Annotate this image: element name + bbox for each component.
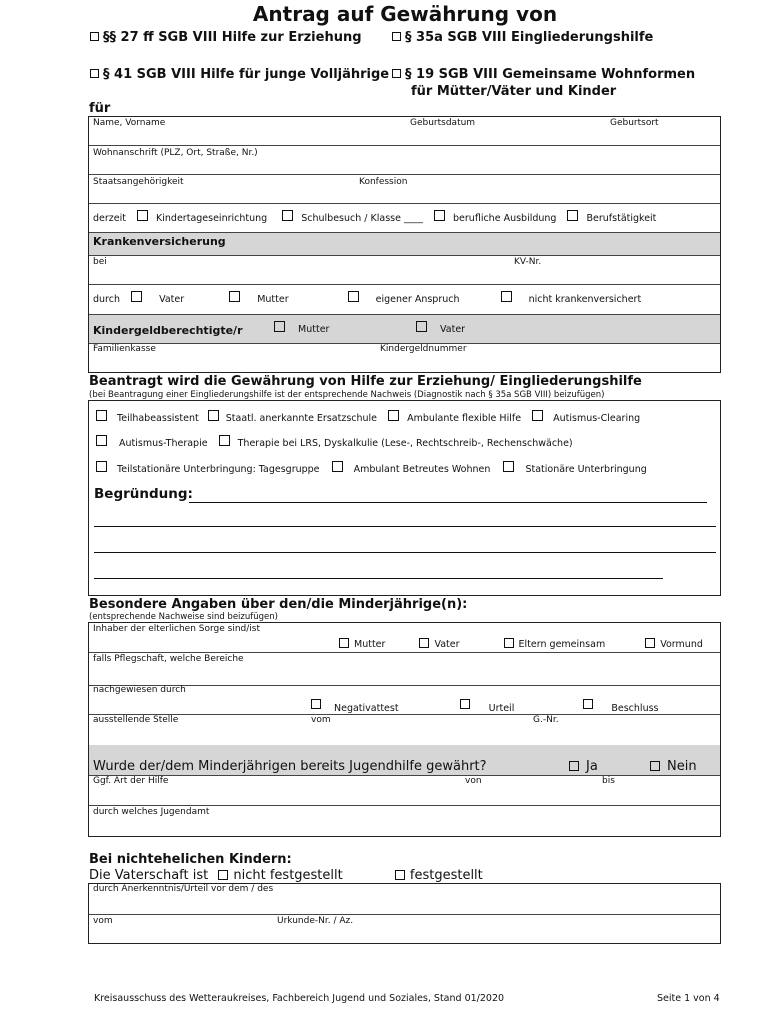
ersatzschule-label: Staatl. anerkannte Ersatzschule — [225, 413, 378, 424]
option-label: §§ 27 ff SGB VIII Hilfe zur Erziehung — [103, 30, 362, 45]
checkbox-sorge-vater[interactable] — [419, 638, 429, 648]
geburtsdatum-label: Geburtsdatum — [410, 118, 476, 128]
nicht-festgestellt-label: nicht festgestellt — [233, 868, 343, 883]
checkbox-festgestellt[interactable] — [395, 870, 405, 880]
festgestellt-label: festgestellt — [409, 868, 483, 883]
sorge-mutter-label: Mutter — [354, 639, 386, 650]
durch-label: durch — [93, 294, 120, 305]
divider — [89, 145, 720, 146]
checkbox-teilstationaer[interactable] — [96, 461, 107, 472]
anerkenntnis-label: durch Anerkenntnis/Urteil vor dem / des — [93, 884, 274, 894]
beantragt-subtitle: (bei Beantragung einer Eingliederungshilfe ist der entsprechende Nachweis (Diagnostik nach § 35a SGB VIII) beizufügen) — [89, 390, 605, 400]
vaterschaft-vom-label: vom — [93, 916, 113, 926]
art-der-hilfe-label: Ggf. Art der Hilfe — [93, 776, 169, 786]
checkbox-autismus-therapie[interactable] — [96, 435, 107, 446]
krankenversicherung-title: Krankenversicherung — [93, 235, 226, 248]
divider — [89, 203, 720, 204]
staatsangehoerigkeit-label: Staatsangehörigkeit — [93, 177, 184, 187]
jugendamt-label: durch welches Jugendamt — [93, 807, 210, 817]
jugendhilfe-question-band — [89, 745, 720, 775]
kv-vater-label: Vater — [159, 294, 185, 305]
urteil-label: Urteil — [488, 703, 515, 714]
fuer-label: für — [89, 101, 111, 116]
person-box — [88, 116, 721, 373]
teilhabe-label: Teilhabeassistent — [117, 413, 199, 424]
kv-nicht-label: nicht krankenversichert — [528, 294, 642, 305]
von-label: von — [465, 776, 482, 786]
page-title: Antrag auf Gewährung von — [252, 2, 558, 26]
hilfe-row-1 — [96, 410, 640, 424]
ambulant-flexibel-label: Ambulante flexible Hilfe — [407, 413, 522, 424]
geburtsort-label: Geburtsort — [610, 118, 659, 128]
checkbox-stationaer[interactable] — [503, 461, 514, 472]
footer-page-number: Seite 1 von 4 — [657, 993, 720, 1004]
beschluss-label: Beschluss — [611, 703, 659, 714]
jugendhilfe-question: Wurde der/dem Minderjährigen bereits Jugendhilfe gewährt? — [93, 759, 487, 774]
kindergeld-header — [89, 315, 720, 343]
checkbox-jugendhilfe-ja[interactable] — [569, 761, 579, 771]
gnr-label: G.-Nr. — [533, 715, 559, 725]
begruendung-line-1[interactable] — [189, 502, 707, 503]
kindergeldnummer-label: Kindergeldnummer — [380, 344, 467, 354]
sorge-vormund-label: Vormund — [660, 639, 703, 650]
nichtehelich-title: Bei nichtehelichen Kindern: — [89, 852, 292, 867]
checkbox-kv-mutter[interactable] — [229, 291, 240, 302]
teilstationaer-label: Teilstationäre Unterbringung: Tagesgruppe — [117, 464, 320, 475]
divider — [89, 805, 720, 806]
checkbox-sorge-mutter[interactable] — [339, 638, 349, 648]
hilfe-box — [88, 400, 721, 596]
divider — [89, 255, 720, 256]
checkbox-ausbildung[interactable] — [434, 210, 445, 221]
kvnr-label: KV-Nr. — [514, 257, 542, 267]
checkbox-jugendhilfe-nein[interactable] — [650, 761, 660, 771]
beantragt-title: Beantragt wird die Gewährung von Hilfe zur Erziehung/ Eingliederungshilfe — [89, 374, 642, 389]
kv-mutter-label: Mutter — [257, 294, 289, 305]
kg-vater-label: Vater — [440, 324, 466, 335]
divider — [89, 914, 720, 915]
checkbox-beschluss[interactable] — [583, 699, 593, 709]
option-junge-volljaehrige[interactable] — [90, 67, 389, 82]
footer-left: Kreisausschuss des Wetteraukreises, Fachbereich Jugend und Soziales, Stand 01/2020 — [94, 993, 505, 1004]
besondere-box — [88, 622, 721, 837]
sorge-vater-label: Vater — [434, 639, 460, 650]
checkbox-lrs[interactable] — [219, 435, 230, 446]
lrs-label: Therapie bei LRS, Dyskalkulie (Lese-, Rechtschreib-, Rechenschwäche) — [237, 438, 573, 449]
checkbox-icon[interactable] — [392, 69, 401, 78]
kita-label: Kindertageseinrichtung — [156, 213, 268, 224]
begruendung-line-3[interactable] — [94, 552, 716, 553]
pflegschaft-label: falls Pflegschaft, welche Bereiche — [93, 654, 244, 664]
checkbox-autismus-clearing[interactable] — [532, 410, 543, 421]
checkbox-schule[interactable] — [282, 210, 293, 221]
krankenversicherung-header — [89, 233, 720, 255]
hilfe-row-2 — [96, 435, 573, 449]
versicherung-durch-row — [93, 291, 641, 305]
checkbox-sorge-vormund[interactable] — [645, 638, 655, 648]
checkbox-kita[interactable] — [137, 210, 148, 221]
kindergeld-mutter-option[interactable] — [274, 321, 329, 335]
jugendhilfe-ja-option[interactable] — [569, 759, 598, 774]
option-label: § 19 SGB VIII Gemeinsame Wohnformen — [405, 67, 696, 82]
stelle-vom-label: vom — [311, 715, 331, 725]
schule-label: Schulbesuch / Klasse ____ — [301, 213, 423, 224]
kv-eigener-label: eigener Anspruch — [375, 294, 460, 305]
option-gemeinsame-wohnformen-line2: für Mütter/Väter und Kinder — [411, 84, 617, 99]
sorge-eltern-label: Eltern gemeinsam — [518, 639, 606, 650]
ja-label: Ja — [586, 759, 598, 774]
ausbildung-label: berufliche Ausbildung — [453, 213, 557, 224]
besondere-title: Besondere Angaben über den/die Minderjährige(n): — [89, 597, 468, 612]
checkbox-ambulant-flexibel[interactable] — [388, 410, 399, 421]
checkbox-teilhabe[interactable] — [96, 410, 107, 421]
checkbox-kv-vater[interactable] — [131, 291, 142, 302]
divider — [89, 652, 720, 653]
nachweis-row — [311, 699, 659, 714]
nein-label: Nein — [667, 759, 697, 774]
begruendung-line-2[interactable] — [94, 526, 716, 527]
kg-mutter-label: Mutter — [298, 324, 330, 335]
checkbox-negativattest[interactable] — [311, 699, 321, 709]
option-eingliederungshilfe[interactable] — [392, 30, 653, 45]
checkbox-icon[interactable] — [90, 32, 99, 41]
checkbox-icon[interactable] — [392, 32, 401, 41]
checkbox-beruf[interactable] — [567, 210, 578, 221]
besondere-subtitle: (entsprechende Nachweise sind beizufügen) — [89, 612, 278, 622]
stationaer-label: Stationäre Unterbringung — [525, 464, 647, 475]
autismus-therapie-label: Autismus-Therapie — [119, 438, 208, 449]
checkbox-betreutes-wohnen[interactable] — [332, 461, 343, 472]
option-label: § 41 SGB VIII Hilfe für junge Volljährige — [103, 67, 390, 82]
sorge-row — [339, 638, 703, 650]
kindergeld-vater-option[interactable] — [416, 321, 465, 335]
derzeit-label: derzeit — [93, 213, 126, 224]
checkbox-nicht-festgestellt[interactable] — [218, 870, 228, 880]
checkbox-sorge-eltern[interactable] — [504, 638, 514, 648]
negativattest-label: Negativattest — [334, 703, 399, 714]
name-label: Name, Vorname — [93, 118, 166, 128]
option-hilfe-zur-erziehung[interactable] — [90, 30, 362, 45]
derzeit-row — [93, 210, 656, 224]
inhaber-label: Inhaber der elterlichen Sorge sind/ist — [93, 624, 260, 634]
bis-label: bis — [602, 776, 615, 786]
autismus-clearing-label: Autismus-Clearing — [553, 413, 641, 424]
urkunde-label: Urkunde-Nr. / Az. — [277, 916, 354, 926]
checkbox-ersatzschule[interactable] — [208, 410, 219, 421]
vaterschaft-row — [89, 868, 483, 883]
betreutes-wohnen-label: Ambulant Betreutes Wohnen — [353, 464, 491, 475]
familienkasse-label: Familienkasse — [93, 344, 156, 354]
checkbox-urteil[interactable] — [460, 699, 470, 709]
hilfe-row-3 — [96, 461, 647, 475]
option-label: § 35a SGB VIII Eingliederungshilfe — [405, 30, 654, 45]
divider — [89, 284, 720, 285]
jugendhilfe-nein-option[interactable] — [650, 759, 697, 774]
beruf-label: Berufstätigkeit — [586, 213, 657, 224]
vaterschaft-label: Die Vaterschaft ist — [89, 868, 209, 883]
begruendung-label: Begründung: — [94, 486, 193, 502]
wohnanschrift-label: Wohnanschrift (PLZ, Ort, Straße, Nr.) — [93, 148, 258, 158]
option-gemeinsame-wohnformen[interactable] — [392, 67, 695, 82]
begruendung-line-4[interactable] — [94, 578, 663, 579]
kranken-bei-label: bei — [93, 257, 107, 267]
checkbox-icon[interactable] — [90, 69, 99, 78]
divider — [89, 714, 720, 715]
checkbox-kg-vater[interactable] — [416, 321, 427, 332]
divider — [89, 775, 720, 776]
vaterschaft-box — [88, 883, 721, 944]
checkbox-kv-nicht[interactable] — [501, 291, 512, 302]
kindergeld-title: Kindergeldberechtigte/r — [93, 324, 243, 337]
divider — [89, 174, 720, 175]
konfession-label: Konfession — [359, 177, 408, 187]
checkbox-kg-mutter[interactable] — [274, 321, 285, 332]
stelle-label: ausstellende Stelle — [93, 715, 179, 725]
checkbox-kv-eigener[interactable] — [348, 291, 359, 302]
nachgewiesen-label: nachgewiesen durch — [93, 685, 186, 695]
